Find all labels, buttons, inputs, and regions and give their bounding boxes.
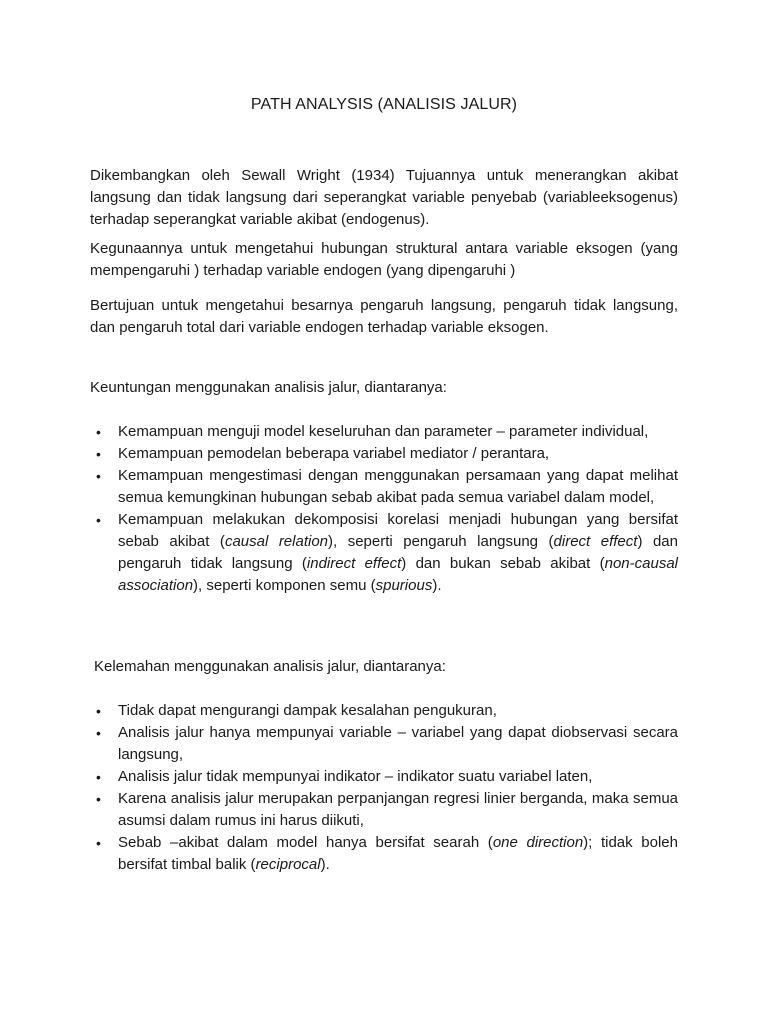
weakness-item-4-text: Karena analisis jalur merupakan perpanjangan regresi linier berganda, maka semua asumsi dalam rumus ini harus diikuti, bbox=[118, 790, 678, 829]
weaknesses-heading: Kelemahan menggunakan analisis jalur, diantaranya: bbox=[94, 658, 446, 675]
bullet-icon: • bbox=[96, 725, 101, 741]
bullet-icon: • bbox=[96, 512, 101, 528]
advantage-item-4-text-1: Kemampuan melakukan dekomposisi korelasi menjadi hubungan yang bersifat sebab akibat ( bbox=[118, 511, 678, 550]
advantage-item-3-text: Kemampuan mengestimasi dengan menggunakan persamaan yang dapat melihat semua kemungkinan hubungan sebab akibat pada semua variabel dalam model, bbox=[118, 467, 678, 506]
intro-paragraph-1 bbox=[90, 165, 678, 231]
advantage-item-4-text-5: ), seperti komponen semu ( bbox=[193, 577, 376, 594]
advantage-item-4-text-3: ) dan pengaruh tidak langsung ( bbox=[118, 533, 678, 572]
advantages-list bbox=[90, 421, 678, 597]
advantage-item-3 bbox=[90, 465, 678, 509]
bullet-icon: • bbox=[96, 446, 101, 462]
advantage-item-2-text: Kemampuan pemodelan beberapa variabel mediator / perantara, bbox=[118, 445, 550, 462]
term-reciprocal: reciprocal bbox=[255, 856, 321, 873]
weakness-item-1 bbox=[90, 700, 678, 722]
bullet-icon: • bbox=[96, 769, 101, 785]
intro-paragraph-2 bbox=[90, 238, 678, 282]
advantage-item-1-text: Kemampuan menguji model keseluruhan dan parameter – parameter individual, bbox=[118, 423, 649, 440]
weakness-item-3 bbox=[90, 766, 678, 788]
advantage-item-2 bbox=[90, 443, 678, 465]
intro-paragraph-2-text: Kegunaannya untuk mengetahui hubungan struktural antara variable eksogen (yang mempengaruhi ) terhadap variable endogen (yang dipengaruhi ) bbox=[90, 240, 678, 279]
weakness-item-5-text-3: ). bbox=[320, 856, 330, 873]
bullet-icon: • bbox=[96, 791, 101, 807]
term-indirect-effect: indirect effect bbox=[306, 555, 402, 572]
term-causal-relation: causal relation bbox=[224, 533, 329, 550]
advantage-item-4-text-4: ) dan bukan sebab akibat ( bbox=[401, 555, 605, 572]
term-direct-effect: direct effect bbox=[553, 533, 638, 550]
intro-paragraph-3-text: Bertujuan untuk mengetahui besarnya pengaruh langsung, pengaruh tidak langsung, dan pengaruh total dari variable endogen terhadap variable eksogen. bbox=[90, 297, 678, 336]
bullet-icon: • bbox=[96, 424, 101, 440]
advantage-item-4-text-6: ). bbox=[432, 577, 442, 594]
weaknesses-list-container bbox=[90, 700, 678, 876]
advantage-item-4-text-2: ), seperti pengaruh langsung ( bbox=[328, 533, 554, 550]
weakness-item-3-text: Analisis jalur tidak mempunyai indikator – indikator suatu variabel laten, bbox=[118, 768, 593, 785]
advantage-item-1 bbox=[90, 421, 678, 443]
bullet-icon: • bbox=[96, 835, 101, 851]
bullet-icon: • bbox=[96, 703, 101, 719]
intro-paragraph-3 bbox=[90, 295, 678, 339]
intro-paragraph-1-text: Dikembangkan oleh Sewall Wright (1934) Tujuannya untuk menerangkan akibat langsung dan tidak langsung dari seperangkat variable penyebab (variableeksogenus) terhadap seperangkat variable akibat (endogenus). bbox=[90, 167, 678, 228]
term-spurious: spurious bbox=[375, 577, 433, 594]
weakness-item-5 bbox=[90, 832, 678, 876]
weakness-item-2 bbox=[90, 722, 678, 766]
weaknesses-list bbox=[90, 700, 678, 876]
term-one-direction: one direction bbox=[492, 834, 584, 851]
weakness-item-5-text-2: ); tidak boleh bersifat timbal balik ( bbox=[118, 834, 678, 873]
bullet-icon: • bbox=[96, 468, 101, 484]
term-non-causal-association: non-causal association bbox=[118, 555, 678, 594]
advantages-heading: Keuntungan menggunakan analisis jalur, diantaranya: bbox=[90, 379, 447, 396]
weakness-item-2-text: Analisis jalur hanya mempunyai variable – variabel yang dapat diobservasi secara langsung, bbox=[118, 724, 678, 763]
weakness-item-5-text-1: Sebab –akibat dalam model hanya bersifat searah ( bbox=[118, 834, 493, 851]
advantage-item-4 bbox=[90, 509, 678, 597]
weakness-item-1-text: Tidak dapat mengurangi dampak kesalahan pengukuran, bbox=[118, 702, 497, 719]
document-title: PATH ANALYSIS (ANALISIS JALUR) bbox=[250, 96, 518, 113]
weakness-item-4 bbox=[90, 788, 678, 832]
advantages-list-container bbox=[90, 421, 678, 597]
